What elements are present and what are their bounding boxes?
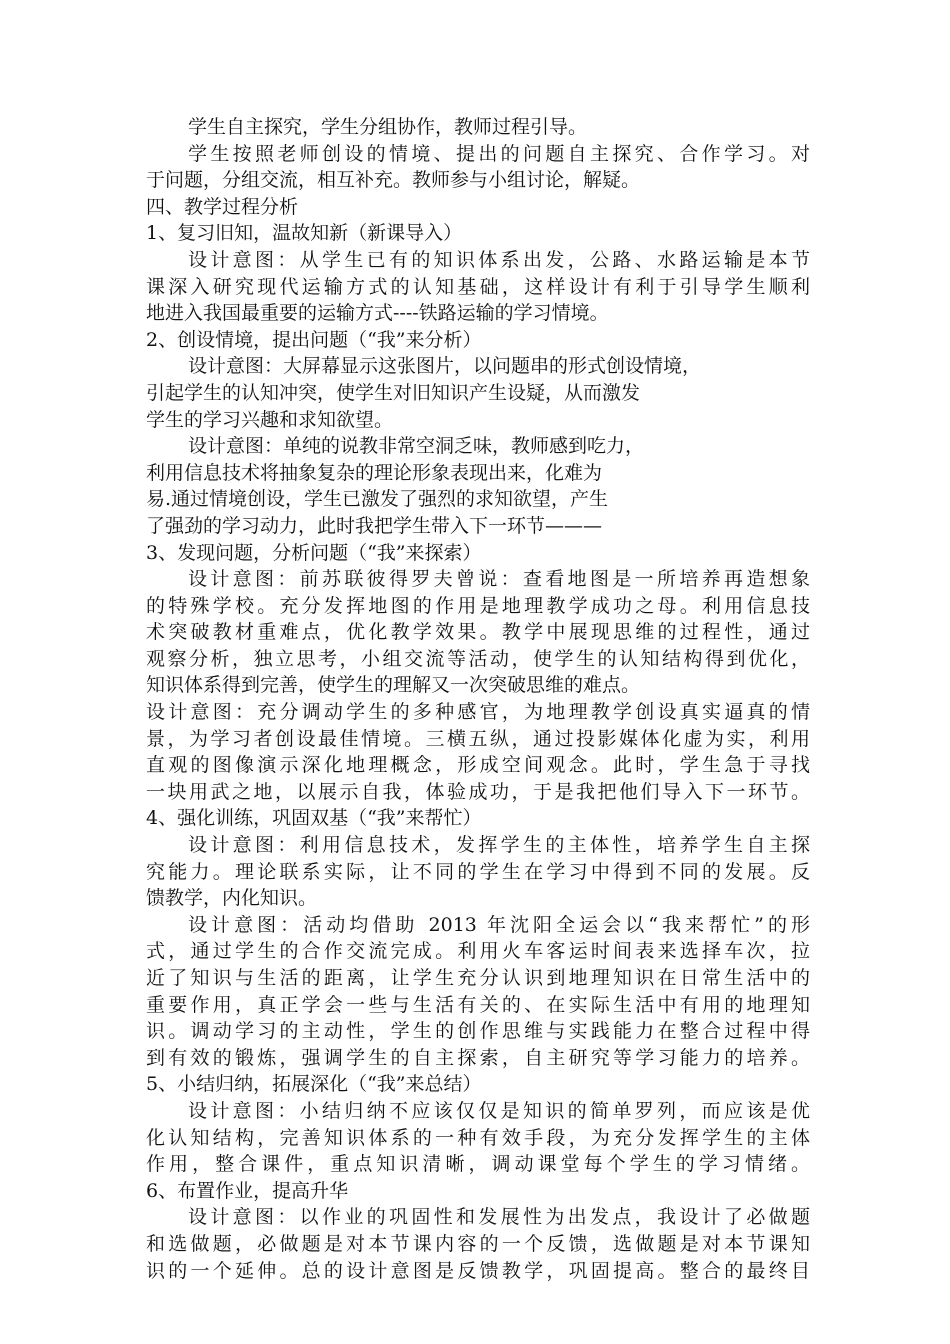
- text-line: 设计意图：单纯的说教非常空洞乏味，教师感到吃力，: [188, 435, 645, 458]
- text-line: 究能力。理论联系实际，让不同的学生在学习中得到不同的发展。反: [146, 860, 810, 883]
- text-line: 地进入我国最重要的运输方式----铁路运输的学习情境。: [146, 302, 609, 325]
- text-line: 一块用武之地，以展示自我，体验成功，于是我把他们导入下一环节。: [146, 780, 810, 803]
- text-line: 引起学生的认知冲突，使学生对旧知识产生设疑，从而激发: [146, 381, 641, 404]
- text-line: 学生的学习兴趣和求知欲望。: [146, 408, 394, 431]
- text-line: 设计意图：从学生已有的知识体系出发，公路、水路运输是本节: [188, 248, 810, 271]
- section-heading: 2、创设情境，提出问题（“我”来分析）: [146, 328, 482, 351]
- text-line: 重要作用，真正学会一些与生活有关的、在实际生活中有用的地理知: [146, 993, 810, 1016]
- text-line: 近了知识与生活的距离，让学生充分认识到地理知识在日常生活中的: [146, 967, 810, 989]
- text-line: 学生自主探究，学生分组协作，教师过程引导。: [188, 116, 588, 138]
- text-line: 设计意图：利用信息技术，发挥学生的主体性，培养学生自主探: [188, 834, 810, 857]
- text-line: 课深入研究现代运输方式的认知基础，这样设计有利于引导学生顺利: [146, 275, 810, 298]
- document-page: [146, 114, 810, 1284]
- text-line: 的特殊学校。充分发挥地图的作用是地理教学成功之母。利用信息技: [146, 594, 810, 617]
- text-line: 利用信息技术将抽象复杂的理论形象表现出来，化难为: [146, 461, 603, 484]
- text-line: 知识体系得到完善，使学生的理解又一次突破思维的难点。: [146, 674, 641, 697]
- text-line: 直观的图像演示深化地理概念，形成空间观念。此时，学生急于寻找: [146, 754, 810, 777]
- text-line: 化认知结构，完善知识体系的一种有效手段，为充分发挥学生的主体: [146, 1126, 810, 1149]
- text-line: 易.通过情境创设，学生已激发了强烈的求知欲望，产生: [146, 488, 609, 511]
- text-line: 设计意图：活动均借助 2013 年沈阳全运会以“我来帮忙”的形: [188, 913, 810, 936]
- text-line: 和选做题，必做题是对本节课内容的一个反馈，选做题是对本节课知: [146, 1232, 810, 1255]
- text-line: 式，通过学生的合作交流完成。利用火车客运时间表来选择车次，拉: [146, 940, 810, 963]
- text-line: 观察分析，独立思考，小组交流等活动，使学生的认知结构得到优化，: [146, 647, 810, 670]
- section-heading: 3、发现问题，分析问题（“我”来探索）: [146, 541, 482, 564]
- text-line: 设计意图：大屏幕显示这张图片，以问题串的形式创设情境，: [188, 355, 702, 378]
- text-line: 作用，整合课件，重点知识清晰，调动课堂每个学生的学习情绪。: [146, 1153, 810, 1176]
- text-line: 景，为学习者创设最佳情境。三横五纵，通过投影媒体化虚为实，利用: [146, 727, 810, 750]
- text-line: 于问题，分组交流，相互补充。教师参与小组讨论，解疑。: [146, 169, 641, 192]
- section-heading: 5、小结归纳，拓展深化（“我”来总结）: [146, 1073, 482, 1096]
- text-line: 设计意图：小结归纳不应该仅仅是知识的简单罗列，而应该是优: [188, 1099, 810, 1122]
- text-line: 了强劲的学习动力，此时我把学生带入下一环节———: [146, 514, 603, 537]
- section-heading: 6、布置作业，提高升华: [146, 1179, 349, 1202]
- text-line: 设计意图：以作业的巩固性和发展性为出发点，我设计了必做题: [188, 1206, 810, 1229]
- text-line: 设计意图：充分调动学生的多种感官，为地理教学创设真实逼真的情: [146, 701, 810, 724]
- text-line: 识。调动学习的主动性，学生的创作思维与实践能力在整合过程中得: [146, 1020, 810, 1043]
- text-line: 设计意图：前苏联彼得罗夫曾说：查看地图是一所培养再造想象: [188, 568, 810, 591]
- text-line: 馈教学，内化知识。: [146, 887, 318, 910]
- section-heading: 1、复习旧知，温故知新（新课导入）: [146, 222, 463, 245]
- text-line: 到有效的锻炼，强调学生的自主探索，自主研究等学习能力的培养。: [146, 1046, 810, 1069]
- text-line: 学生按照老师创设的情境、提出的问题自主探究、合作学习。对: [188, 142, 810, 165]
- section-heading: 四、教学过程分析: [146, 195, 299, 218]
- section-heading: 4、强化训练，巩固双基（“我”来帮忙）: [146, 807, 482, 830]
- text-line: 术突破教材重难点，优化教学效果。教学中展现思维的过程性，通过: [146, 621, 810, 644]
- text-line: 识的一个延伸。总的设计意图是反馈教学，巩固提高。整合的最终目: [146, 1259, 810, 1282]
